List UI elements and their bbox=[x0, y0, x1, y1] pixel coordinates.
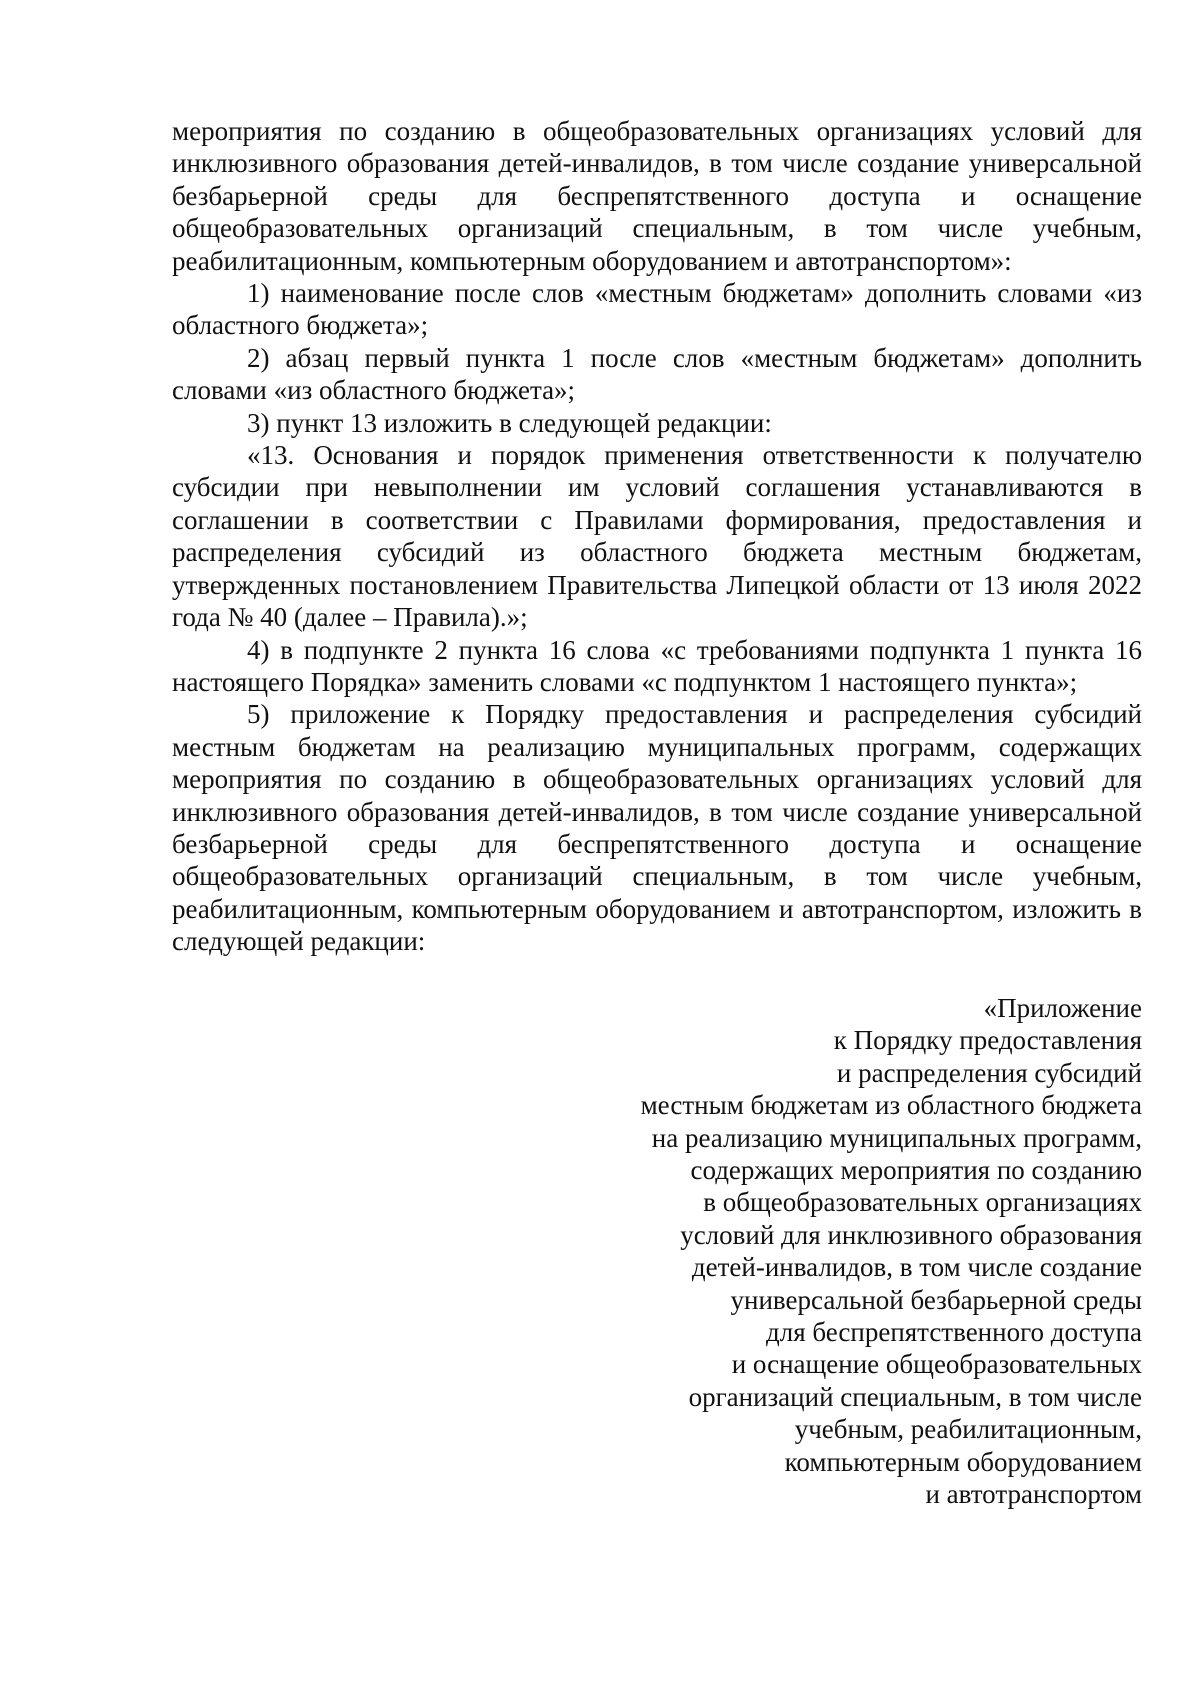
appendix-line: компьютерным оборудованием bbox=[784, 1446, 1142, 1477]
appendix-line: и распределения субсидий bbox=[836, 1057, 1142, 1088]
paragraph-item-5: 5) приложение к Порядку предоставления и распределения субсидий местным бюджетам на реализацию муниципальных программ, содержащих мероприятия по созданию в общеобразовательных организациях условий для инклюзивного образования детей-инвалидов, в том числе создание универсальной безбарьерной среды для беспрепятственного доступа и оснащение общеобразовательных организаций специальным, в том числе учебным, реабилитационным, компьютерным оборудованием и автотранспортом, изложить в следующей редакции: bbox=[172, 699, 1142, 957]
appendix-heading-block bbox=[522, 992, 1142, 1511]
appendix-line: в общеобразовательных организациях bbox=[703, 1187, 1142, 1218]
paragraph-item-3: 3) пункт 13 изложить в следующей редакции: bbox=[247, 407, 772, 438]
paragraph-intro: мероприятия по созданию в общеобразовательных организациях условий для инклюзивного образования детей-инвалидов, в том числе создание универсальной безбарьерной среды для беспрепятственного доступа и оснащение общеобразовательных организаций специальным, в том числе учебным, реабилитационным, компьютерным оборудованием и автотранспортом»: bbox=[172, 116, 1142, 276]
appendix-line: к Порядку предоставления bbox=[833, 1025, 1142, 1056]
paragraph-item-1: 1) наименование после слов «местным бюджетам» дополнить словами «из областного бюджета»; bbox=[172, 278, 1142, 341]
appendix-line: содержащих мероприятия по созданию bbox=[690, 1155, 1142, 1186]
appendix-line: на реализацию муниципальных программ, bbox=[651, 1122, 1142, 1153]
appendix-line: детей-инвалидов, в том числе создание bbox=[691, 1252, 1142, 1283]
appendix-line: для беспрепятственного доступа bbox=[765, 1317, 1142, 1348]
paragraph-item-2: 2) абзац первый пункта 1 после слов «местным бюджетам» дополнить словами «из областного бюджета»; bbox=[172, 342, 1142, 406]
appendix-line: «Приложение bbox=[983, 993, 1142, 1023]
appendix-line: организаций специальным, в том числе bbox=[688, 1381, 1142, 1412]
paragraph-item-4: 4) в подпункте 2 пункта 16 слова «с требованиями подпункта 1 пункта 16 настоящего Порядка» заменить словами «с подпунктом 1 настоящего пункта»; bbox=[172, 634, 1142, 697]
appendix-line: местным бюджетам из областного бюджета bbox=[640, 1090, 1142, 1121]
paragraph-item-3-quote: «13. Основания и порядок применения ответственности к получателю субсидии при невыполнении им условий соглашения устанавливаются в соглашении в соответствии с Правилами формирования, предоставления и распределения субсидий из областного бюджета местным бюджетам, утвержденных постановлением Правительства Липецкой области от 13 июля 2022 года № 40 (далее – Правила).»; bbox=[172, 440, 1142, 633]
appendix-line: универсальной безбарьерной среды bbox=[730, 1284, 1142, 1315]
appendix-line: условий для инклюзивного образования bbox=[680, 1219, 1142, 1250]
document-body bbox=[172, 115, 1142, 958]
appendix-line: учебным, реабилитационным, bbox=[794, 1414, 1142, 1445]
appendix-line: и автотранспортом bbox=[925, 1479, 1142, 1510]
appendix-line: и оснащение общеобразовательных bbox=[731, 1349, 1142, 1380]
